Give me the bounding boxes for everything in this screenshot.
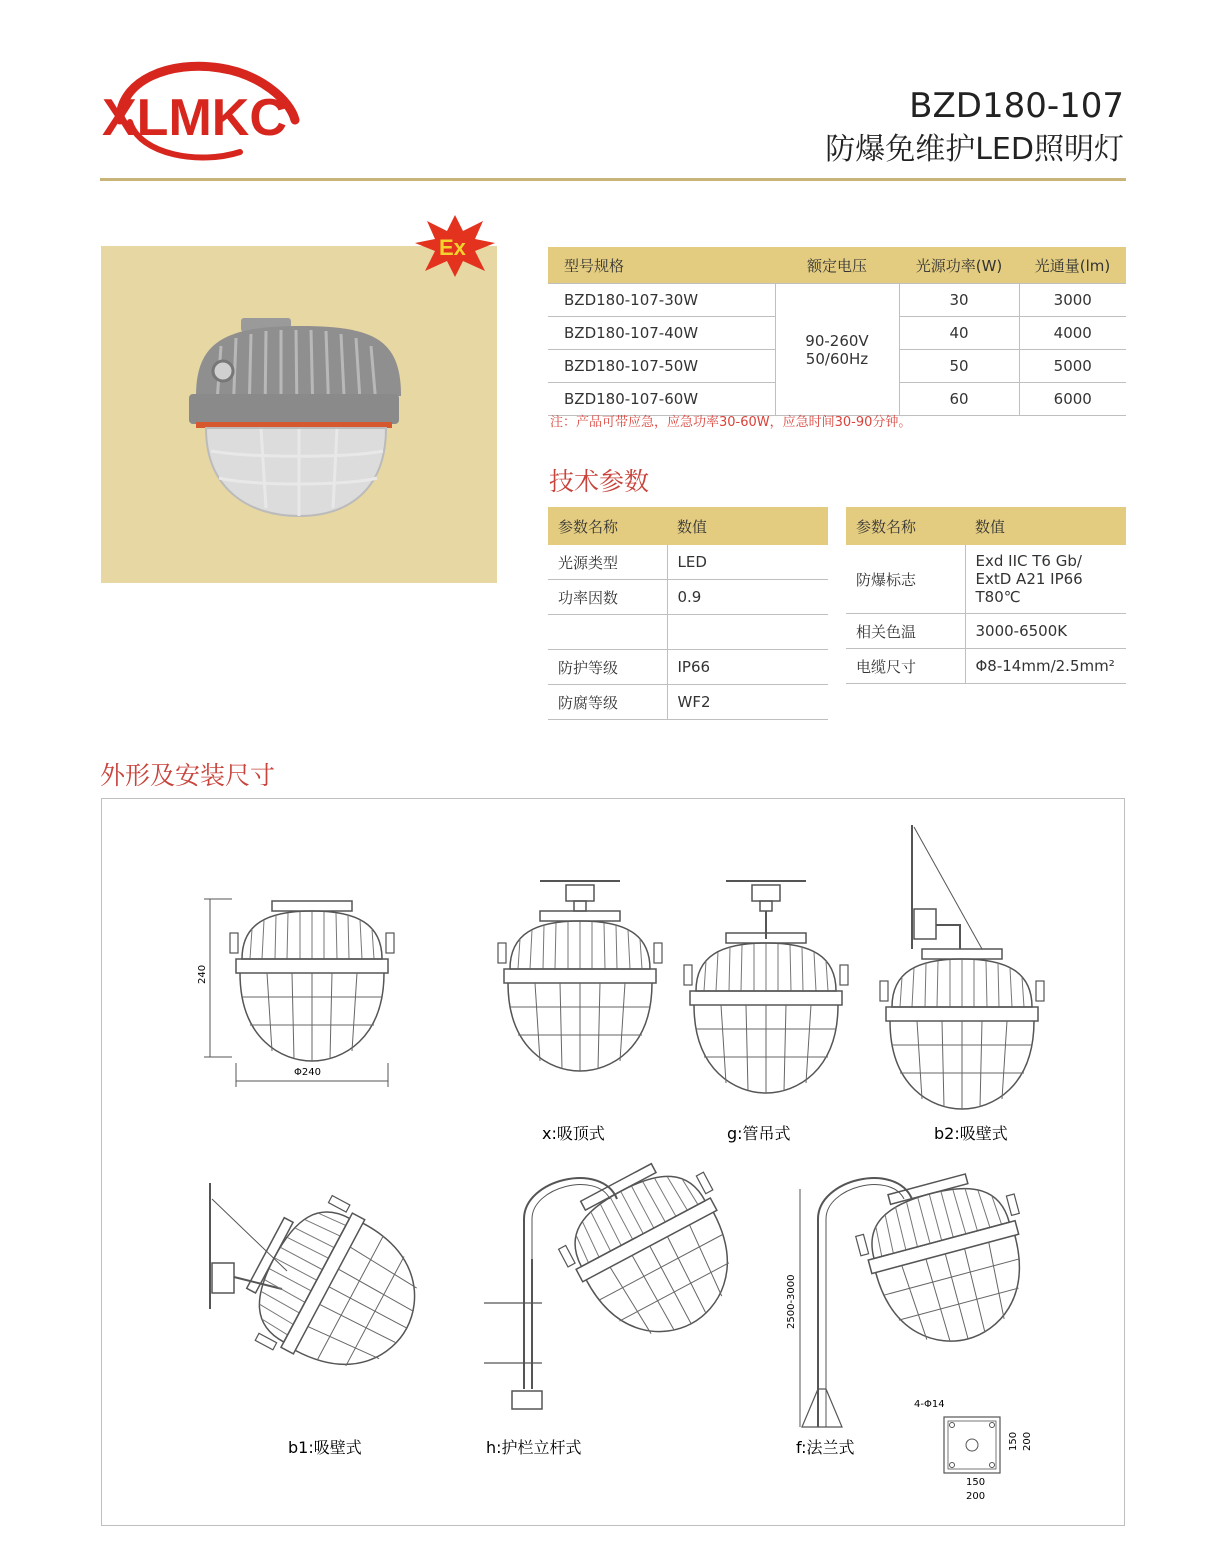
spec-flux: 3000 [1019,284,1126,317]
flange-inner-v: 150 [1008,1431,1019,1451]
param-name: 相关色温 [846,614,965,649]
header-rule [100,178,1126,181]
param-value: Φ8-14mm/2.5mm² [965,649,1126,684]
param-table-left [548,507,828,720]
spec-header-power: 光源功率(W) [899,247,1019,284]
table-row [548,685,828,720]
param-name [548,615,667,650]
spec-model: BZD180-107-40W [548,317,775,350]
param-name: 电缆尺寸 [846,649,965,684]
param-header-value: 数值 [667,507,828,545]
param-name: 光源类型 [548,545,667,580]
flange-holes: 4-Φ14 [914,1399,945,1410]
installation-drawings [102,799,1126,1527]
table-row [548,615,828,650]
product-name: 防爆免维护LED照明灯 [825,132,1124,167]
flange-outer-v: 200 [1022,1431,1033,1451]
param-value: 0.9 [667,580,828,615]
drawing-panel [101,798,1125,1526]
table-row [548,580,828,615]
param-table-right [846,507,1126,684]
drawings-heading: 外形及安装尺寸 [100,761,276,790]
flange-inner: 150 [966,1477,986,1488]
spec-header-flux: 光通量(lm) [1019,247,1126,284]
spec-model: BZD180-107-50W [548,350,775,383]
brand-logo [100,60,325,165]
spec-power: 60 [899,383,1019,416]
param-value: 3000-6500K [965,614,1126,649]
spec-header-model: 型号规格 [548,247,775,284]
spec-voltage-freq: 50/60Hz [805,349,869,368]
param-value: IP66 [667,650,828,685]
caption-h: h:护栏立杆式 [486,1438,582,1457]
logo-text: XLMKC [102,89,287,147]
product-photo [101,246,497,583]
model-title: BZD180-107 [909,86,1124,126]
param-header-value: 数值 [965,507,1126,545]
caption-x: x:吸顶式 [542,1124,605,1143]
table-row [846,545,1126,614]
spec-power: 50 [899,350,1019,383]
param-name: 防腐等级 [548,685,667,720]
spec-power: 40 [899,317,1019,350]
flange-outer: 200 [966,1491,986,1502]
param-value-line: ExtD A21 IP66 T80℃ [975,570,1083,606]
spec-flux: 5000 [1019,350,1126,383]
caption-b1: b1:吸壁式 [288,1438,362,1457]
spec-header-voltage: 额定电压 [775,247,899,284]
param-header-name: 参数名称 [548,507,667,545]
caption-f: f:法兰式 [796,1438,855,1457]
spec-voltage-range: 90-260V [805,331,869,350]
param-value [965,545,1126,614]
param-name: 防爆标志 [846,545,965,614]
spec-model: BZD180-107-30W [548,284,775,317]
ex-badge [413,213,497,279]
table-row [548,284,1126,317]
param-value [667,615,828,650]
pole-height: 2500-3000 [786,1274,797,1329]
param-value-line: Exd IIC T6 Gb/ [975,552,1082,570]
spec-model: BZD180-107-60W [548,383,775,416]
dim-width: Φ240 [294,1067,321,1078]
table-row [846,649,1126,684]
param-name: 防护等级 [548,650,667,685]
caption-b2: b2:吸壁式 [934,1124,1008,1143]
spec-power: 30 [899,284,1019,317]
param-header-name: 参数名称 [846,507,965,545]
dim-height: 240 [197,964,208,984]
caption-g: g:管吊式 [727,1124,791,1143]
ex-badge-text: Ex [439,235,466,260]
param-name: 功率因数 [548,580,667,615]
table-row [846,614,1126,649]
param-value: LED [667,545,828,580]
param-value: WF2 [667,685,828,720]
spec-table [548,247,1126,416]
spec-flux: 4000 [1019,317,1126,350]
spec-voltage [775,284,899,416]
tech-params-heading: 技术参数 [549,467,650,496]
table-row [548,545,828,580]
table-row [548,650,828,685]
spec-flux: 6000 [1019,383,1126,416]
spec-note: 注：产品可带应急，应急功率30-60W，应急时间30-90分钟。 [550,415,912,430]
